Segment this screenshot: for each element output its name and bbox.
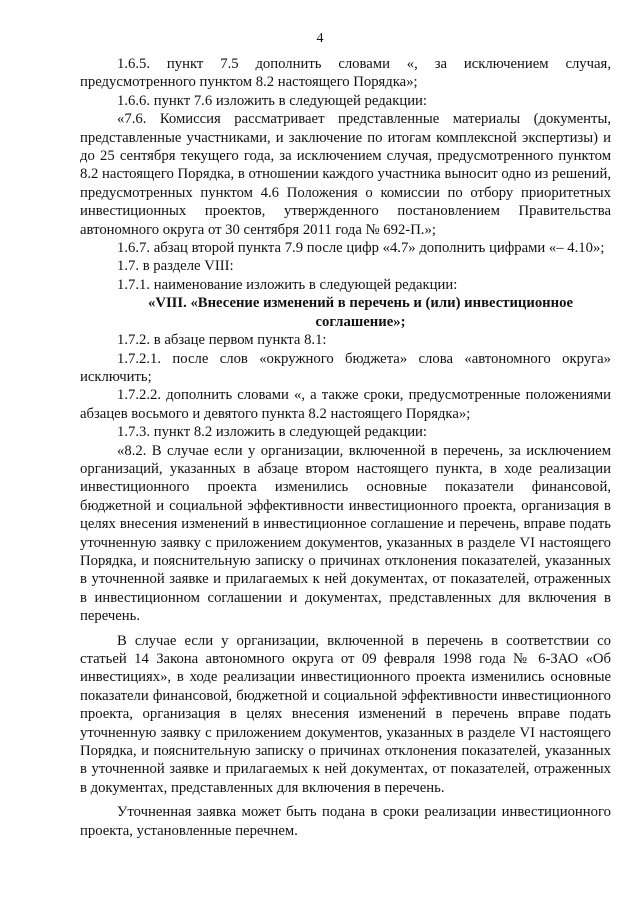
paragraph-8-2-second: В случае если у организации, включенной в перечень в соответствии со статьей 14 Закона автономного округа от 09 февраля 1998 года № 6-ЗАО «Об инвестициях», в ходе реализации инвестиционного проекта изменились основные показатели финансовой, бюджетной и социальной эффективности инвестиционного проекта, организация в целях внесения изменений в перечень вправе подать уточненную заявку с приложением документов, указанных в разделе VI настоящего Порядка, и пояснительную записку о причинах отклонения показателей, указанных в уточненной заявке и прилагаемых к ней документах, от показателей, отраженных в документах, представленных для включения в перечень. (80, 632, 611, 796)
paragraph-1-6-5: 1.6.5. пункт 7.5 дополнить словами «, за исключением случая, предусмотренного пунктом 8.2 настоящего Порядка»; (80, 56, 611, 91)
paragraph-8-2-third: Уточненная заявка может быть подана в сроки реализации инвестиционного проекта, установленные перечнем. (80, 804, 611, 839)
paragraph-1-6-7: 1.6.7. абзац второй пункта 7.9 после цифр «4.7» дополнить цифрами «– 4.10»; (117, 240, 605, 257)
paragraph-7-6-text: «7.6. Комиссия рассматривает представленные материалы (документы, представленные участниками, и заключение по итогам комплексной экспертизы) и до 25 сентября текущего года, за исключением случая, предусмотренного пунктом 8.2 настоящего Порядка, в отношении каждого участника выносит одно из решений, предусмотренных пунктом 4.6 Положения о комиссии по отбору приоритетных инвестиционных проектов, утвержденного постановлением Правительства автономного округа от 30 сентября 2011 года № 692-П.»; (80, 111, 611, 238)
paragraph-1-7-3: 1.7.3. пункт 8.2 изложить в следующей редакции: (117, 424, 428, 441)
paragraph-8-2-text: «8.2. В случае если у организации, включенной в перечень, за исключением организаций, указанных в абзаце втором настоящего пункта, в ходе реализации инвестиционного проекта изменились основные показатели финансовой, бюджетной и социальной эффективности инвестиционного проекта, организация в целях внесения изменений в инвестиционное соглашение и перечень, вправе подать уточненную заявку с приложением документов, указанных в разделе VI настоящего Порядка, и пояснительную записку о причинах отклонения показателей, указанных в уточненной заявке и прилагаемых к ней документах, от показателей, отраженных в инвестиционном соглашении и документах, представленных для включения в перечень. (80, 442, 611, 625)
paragraph-1-7-2-1: 1.7.2.1. после слов «окружного бюджета» слова «автономного округа» исключить; (80, 350, 611, 385)
paragraph-1-7-2: 1.7.2. в абзаце первом пункта 8.1: (117, 332, 327, 349)
page-number: 4 (316, 31, 324, 46)
document-body (80, 55, 611, 840)
paragraph-1-7: 1.7. в разделе VIII: (117, 258, 234, 275)
section-heading-viii: «VIII. «Внесение изменений в перечень и (или) инвестиционное соглашение»; (148, 295, 573, 330)
paragraph-1-7-2-2: 1.7.2.2. дополнить словами «, а также сроки, предусмотренные положениями абзацев восьмого и девятого пункта 8.2 настоящего Порядка»; (80, 387, 611, 422)
paragraph-1-6-6: 1.6.6. пункт 7.6 изложить в следующей редакции: (117, 92, 428, 109)
paragraph-1-7-1: 1.7.1. наименование изложить в следующей редакции: (117, 276, 458, 293)
